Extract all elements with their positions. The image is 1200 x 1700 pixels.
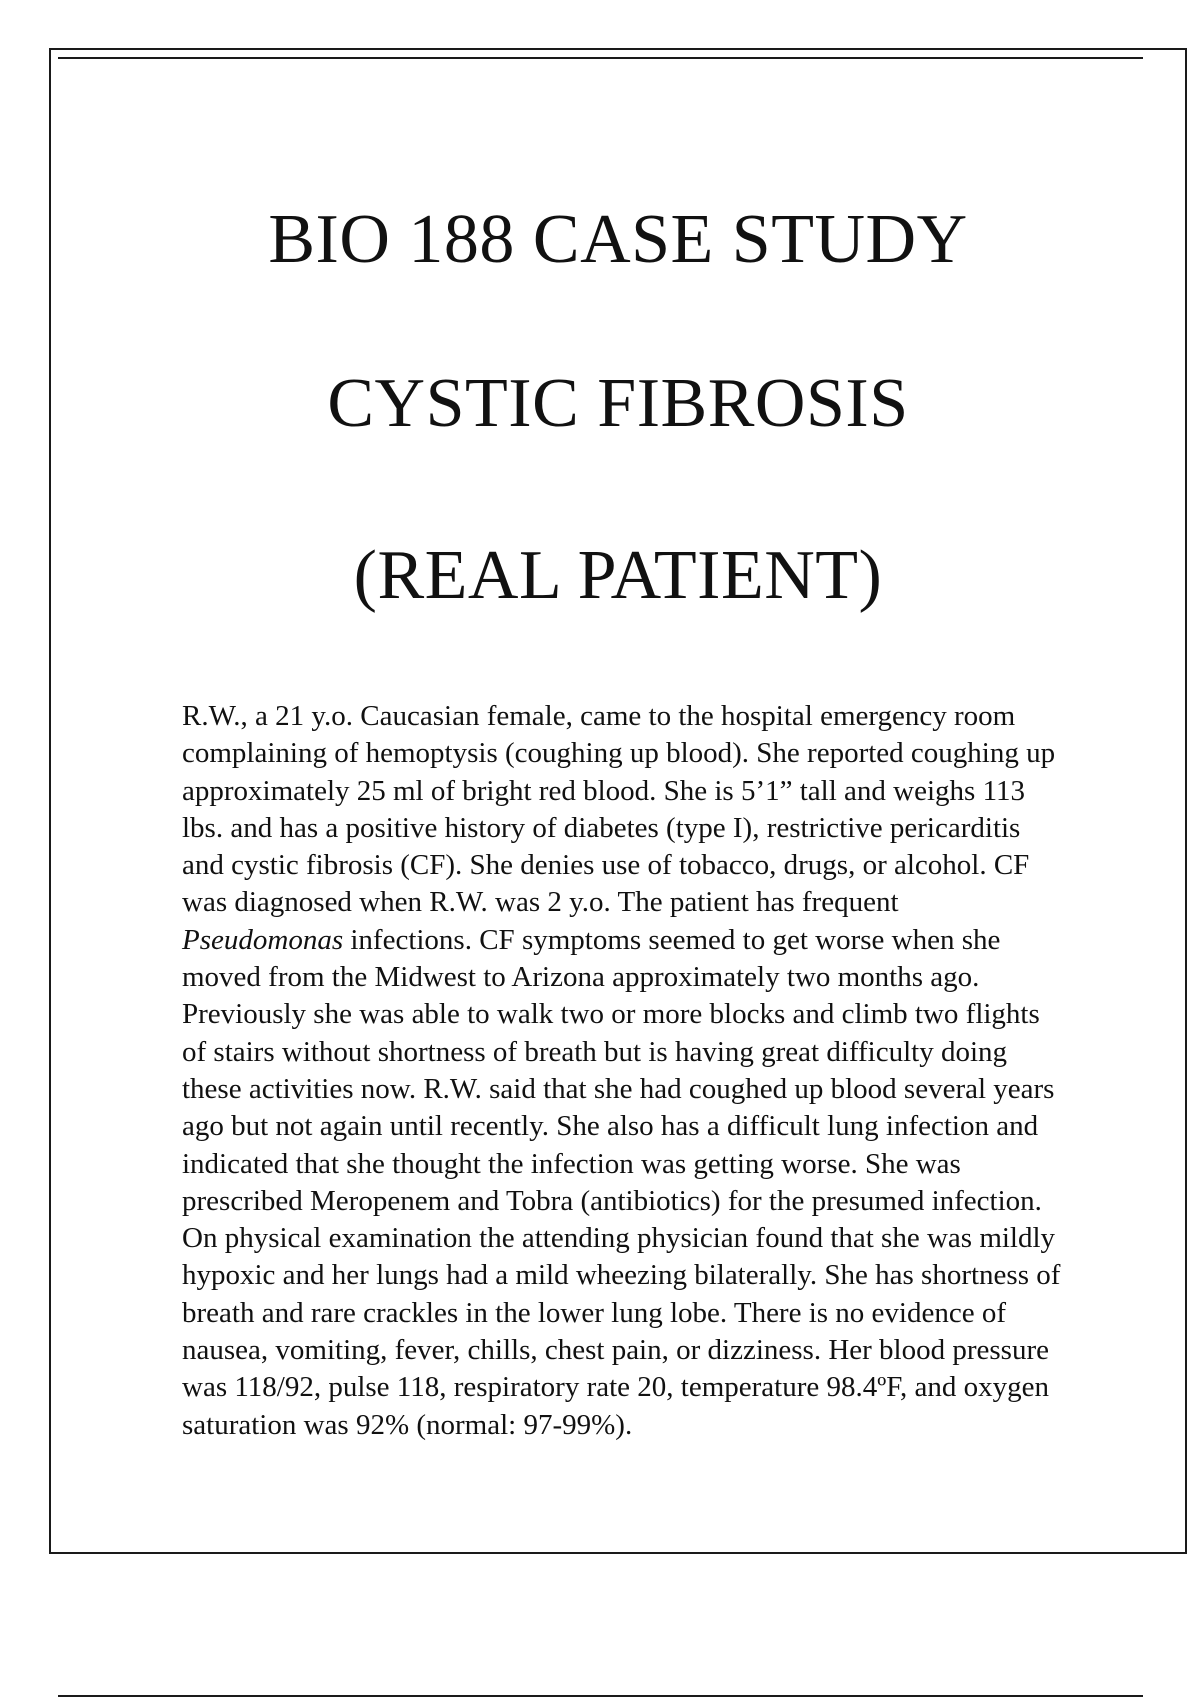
case-paragraph — [182, 698, 1062, 1444]
top-rule — [58, 57, 1143, 59]
case-text-organism: Pseudomonas — [182, 923, 344, 956]
title-course: BIO 188 CASE STUDY — [268, 201, 968, 278]
case-text-part2: infections. CF symptoms seemed to get worse when she moved from the Midwest to Arizona approximately two months ago. Previously she was able to walk two or more blocks and climb two flights of stairs without shortness of breath but is having great difficulty doing these activities now. R.W. said that she had coughed up blood several years ago but not again until recently. She also has a difficult lung infection and indicated that she thought the infection was getting worse. She was prescribed Meropenem and Tobra (antibiotics) for the presumed infection. On physical examination the attending physician found that she was mildly hypoxic and her lungs had a mild wheezing bilaterally. She has shortness of breath and rare crackles in the lower lung lobe. There is no evidence of nausea, vomiting, fever, chills, chest pain, or dizziness. Her blood pressure was 118/92, pulse 118, respiratory rate 20, temperature 98.4ºF, and oxygen saturation was 92% (normal: 97-99%). — [182, 923, 1061, 1441]
bottom-rule — [58, 1695, 1143, 1697]
case-text-part1: R.W., a 21 y.o. Caucasian female, came to the hospital emergency room complaining of hemoptysis (coughing up blood). She reported coughing up approximately 25 ml of bright red blood. She is 5’1” tall and weighs 113 lbs. and has a positive history of diabetes (type I), restrictive pericarditis and cystic fibrosis (CF). She denies use of tobacco, drugs, or alcohol. CF was diagnosed when R.W. was 2 y.o. The patient has frequent — [182, 700, 1056, 919]
title-subtitle: (REAL PATIENT) — [353, 537, 883, 614]
title-topic: CYSTIC FIBROSIS — [327, 365, 909, 442]
